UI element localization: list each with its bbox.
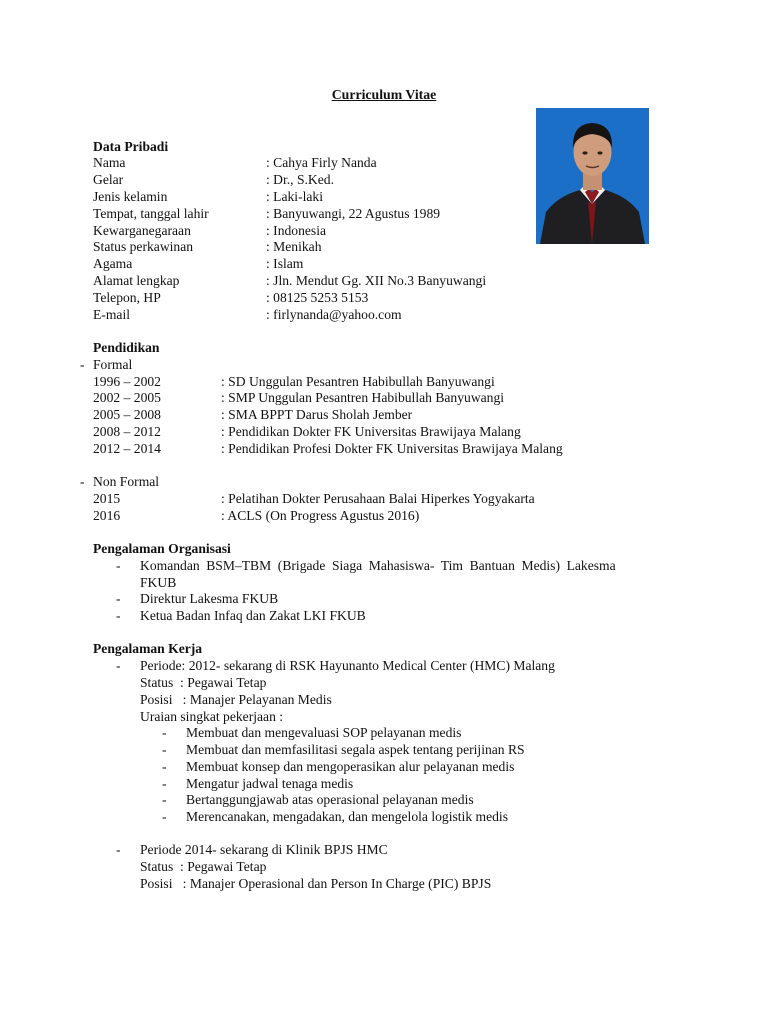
job-period: Periode 2014- sekarang di Klinik BPJS HMC: [140, 842, 388, 857]
bullet-dash: -: [80, 357, 85, 372]
job-period: Periode: 2012- sekarang di RSK Hayunanto Medical Center (HMC) Malang: [140, 658, 555, 673]
education-value: : Pelatihan Dokter Perusahaan Balai Hiperkes Yogyakarta: [221, 491, 535, 506]
bullet-dash: -: [162, 759, 167, 774]
personal-label: Tempat, tanggal lahir: [93, 206, 209, 221]
portrait-illustration: [536, 108, 649, 244]
personal-label: Telepon, HP: [93, 290, 161, 305]
personal-value: : Cahya Firly Nanda: [266, 155, 377, 170]
personal-label: Agama: [93, 256, 133, 271]
job-desc-label: Uraian singkat pekerjaan :: [140, 709, 284, 724]
nonformal-label: Non Formal: [93, 474, 160, 489]
personal-value: : firlynanda@yahoo.com: [266, 307, 402, 322]
work-heading: Pengalaman Kerja: [93, 641, 203, 656]
job-task: Membuat dan memfasilitasi segala aspek tentang perijinan RS: [186, 742, 525, 757]
bullet-dash: -: [162, 742, 167, 757]
organization-item: Ketua Badan Infaq dan Zakat LKI FKUB: [140, 608, 366, 623]
bullet-dash: -: [116, 591, 121, 606]
bullet-dash: -: [162, 792, 167, 807]
job-status: Status : Pegawai Tetap: [140, 859, 267, 874]
page-title: Curriculum Vitae: [331, 87, 437, 102]
education-year: 2002 – 2005: [93, 390, 161, 405]
bullet-dash: -: [80, 474, 85, 489]
personal-value: : Banyuwangi, 22 Agustus 1989: [266, 206, 441, 221]
organization-item-cont: FKUB: [140, 575, 177, 590]
personal-value: : Islam: [266, 256, 304, 271]
personal-heading: Data Pribadi: [93, 139, 169, 154]
education-heading: Pendidikan: [93, 340, 160, 355]
bullet-dash: -: [116, 842, 121, 857]
bullet-dash: -: [116, 608, 121, 623]
education-value: : ACLS (On Progress Agustus 2016): [221, 508, 420, 523]
education-value: : Pendidikan Profesi Dokter FK Universitas Brawijaya Malang: [221, 441, 563, 456]
job-position: Posisi : Manajer Operasional dan Person In Charge (PIC) BPJS: [140, 876, 492, 891]
personal-value: : 08125 5253 5153: [266, 290, 369, 305]
education-year: 1996 – 2002: [93, 374, 161, 389]
bullet-dash: -: [116, 558, 121, 573]
job-position: Posisi : Manajer Pelayanan Medis: [140, 692, 332, 707]
personal-value: : Menikah: [266, 239, 322, 254]
organization-item: Direktur Lakesma FKUB: [140, 591, 279, 606]
job-task: Bertanggungjawab atas operasional pelayanan medis: [186, 792, 474, 807]
education-year: 2016: [93, 508, 121, 523]
job-task: Membuat dan mengevaluasi SOP pelayanan medis: [186, 725, 462, 740]
education-value: : SD Unggulan Pesantren Habibullah Banyuwangi: [221, 374, 495, 389]
education-value: : Pendidikan Dokter FK Universitas Brawijaya Malang: [221, 424, 521, 439]
formal-label: Formal: [93, 357, 133, 372]
organization-item: Komandan BSM–TBM (Brigade Siaga Mahasiswa- Tim Bantuan Medis) Lakesma: [140, 558, 616, 573]
personal-label: Status perkawinan: [93, 239, 194, 254]
personal-value: : Indonesia: [266, 223, 327, 238]
education-year: 2012 – 2014: [93, 441, 161, 456]
education-value: : SMP Unggulan Pesantren Habibullah Banyuwangi: [221, 390, 505, 405]
organization-heading: Pengalaman Organisasi: [93, 541, 231, 556]
bullet-dash: -: [116, 658, 121, 673]
personal-value: : Jln. Mendut Gg. XII No.3 Banyuwangi: [266, 273, 487, 288]
profile-photo: [536, 108, 649, 244]
job-task: Mengatur jadwal tenaga medis: [186, 776, 354, 791]
personal-value: : Laki-laki: [266, 189, 323, 204]
personal-label: Gelar: [93, 172, 124, 187]
job-task: Membuat konsep dan mengoperasikan alur pelayanan medis: [186, 759, 515, 774]
personal-label: Jenis kelamin: [93, 189, 168, 204]
personal-label: Nama: [93, 155, 126, 170]
personal-label: E-mail: [93, 307, 130, 322]
education-year: 2015: [93, 491, 121, 506]
bullet-dash: -: [162, 725, 167, 740]
personal-label: Alamat lengkap: [93, 273, 180, 288]
education-value: : SMA BPPT Darus Sholah Jember: [221, 407, 413, 422]
personal-value: : Dr., S.Ked.: [266, 172, 334, 187]
education-year: 2008 – 2012: [93, 424, 161, 439]
personal-label: Kewarganegaraan: [93, 223, 191, 238]
bullet-dash: -: [162, 776, 167, 791]
job-status: Status : Pegawai Tetap: [140, 675, 267, 690]
job-task: Merencanakan, mengadakan, dan mengelola logistik medis: [186, 809, 508, 824]
bullet-dash: -: [162, 809, 167, 824]
education-year: 2005 – 2008: [93, 407, 161, 422]
